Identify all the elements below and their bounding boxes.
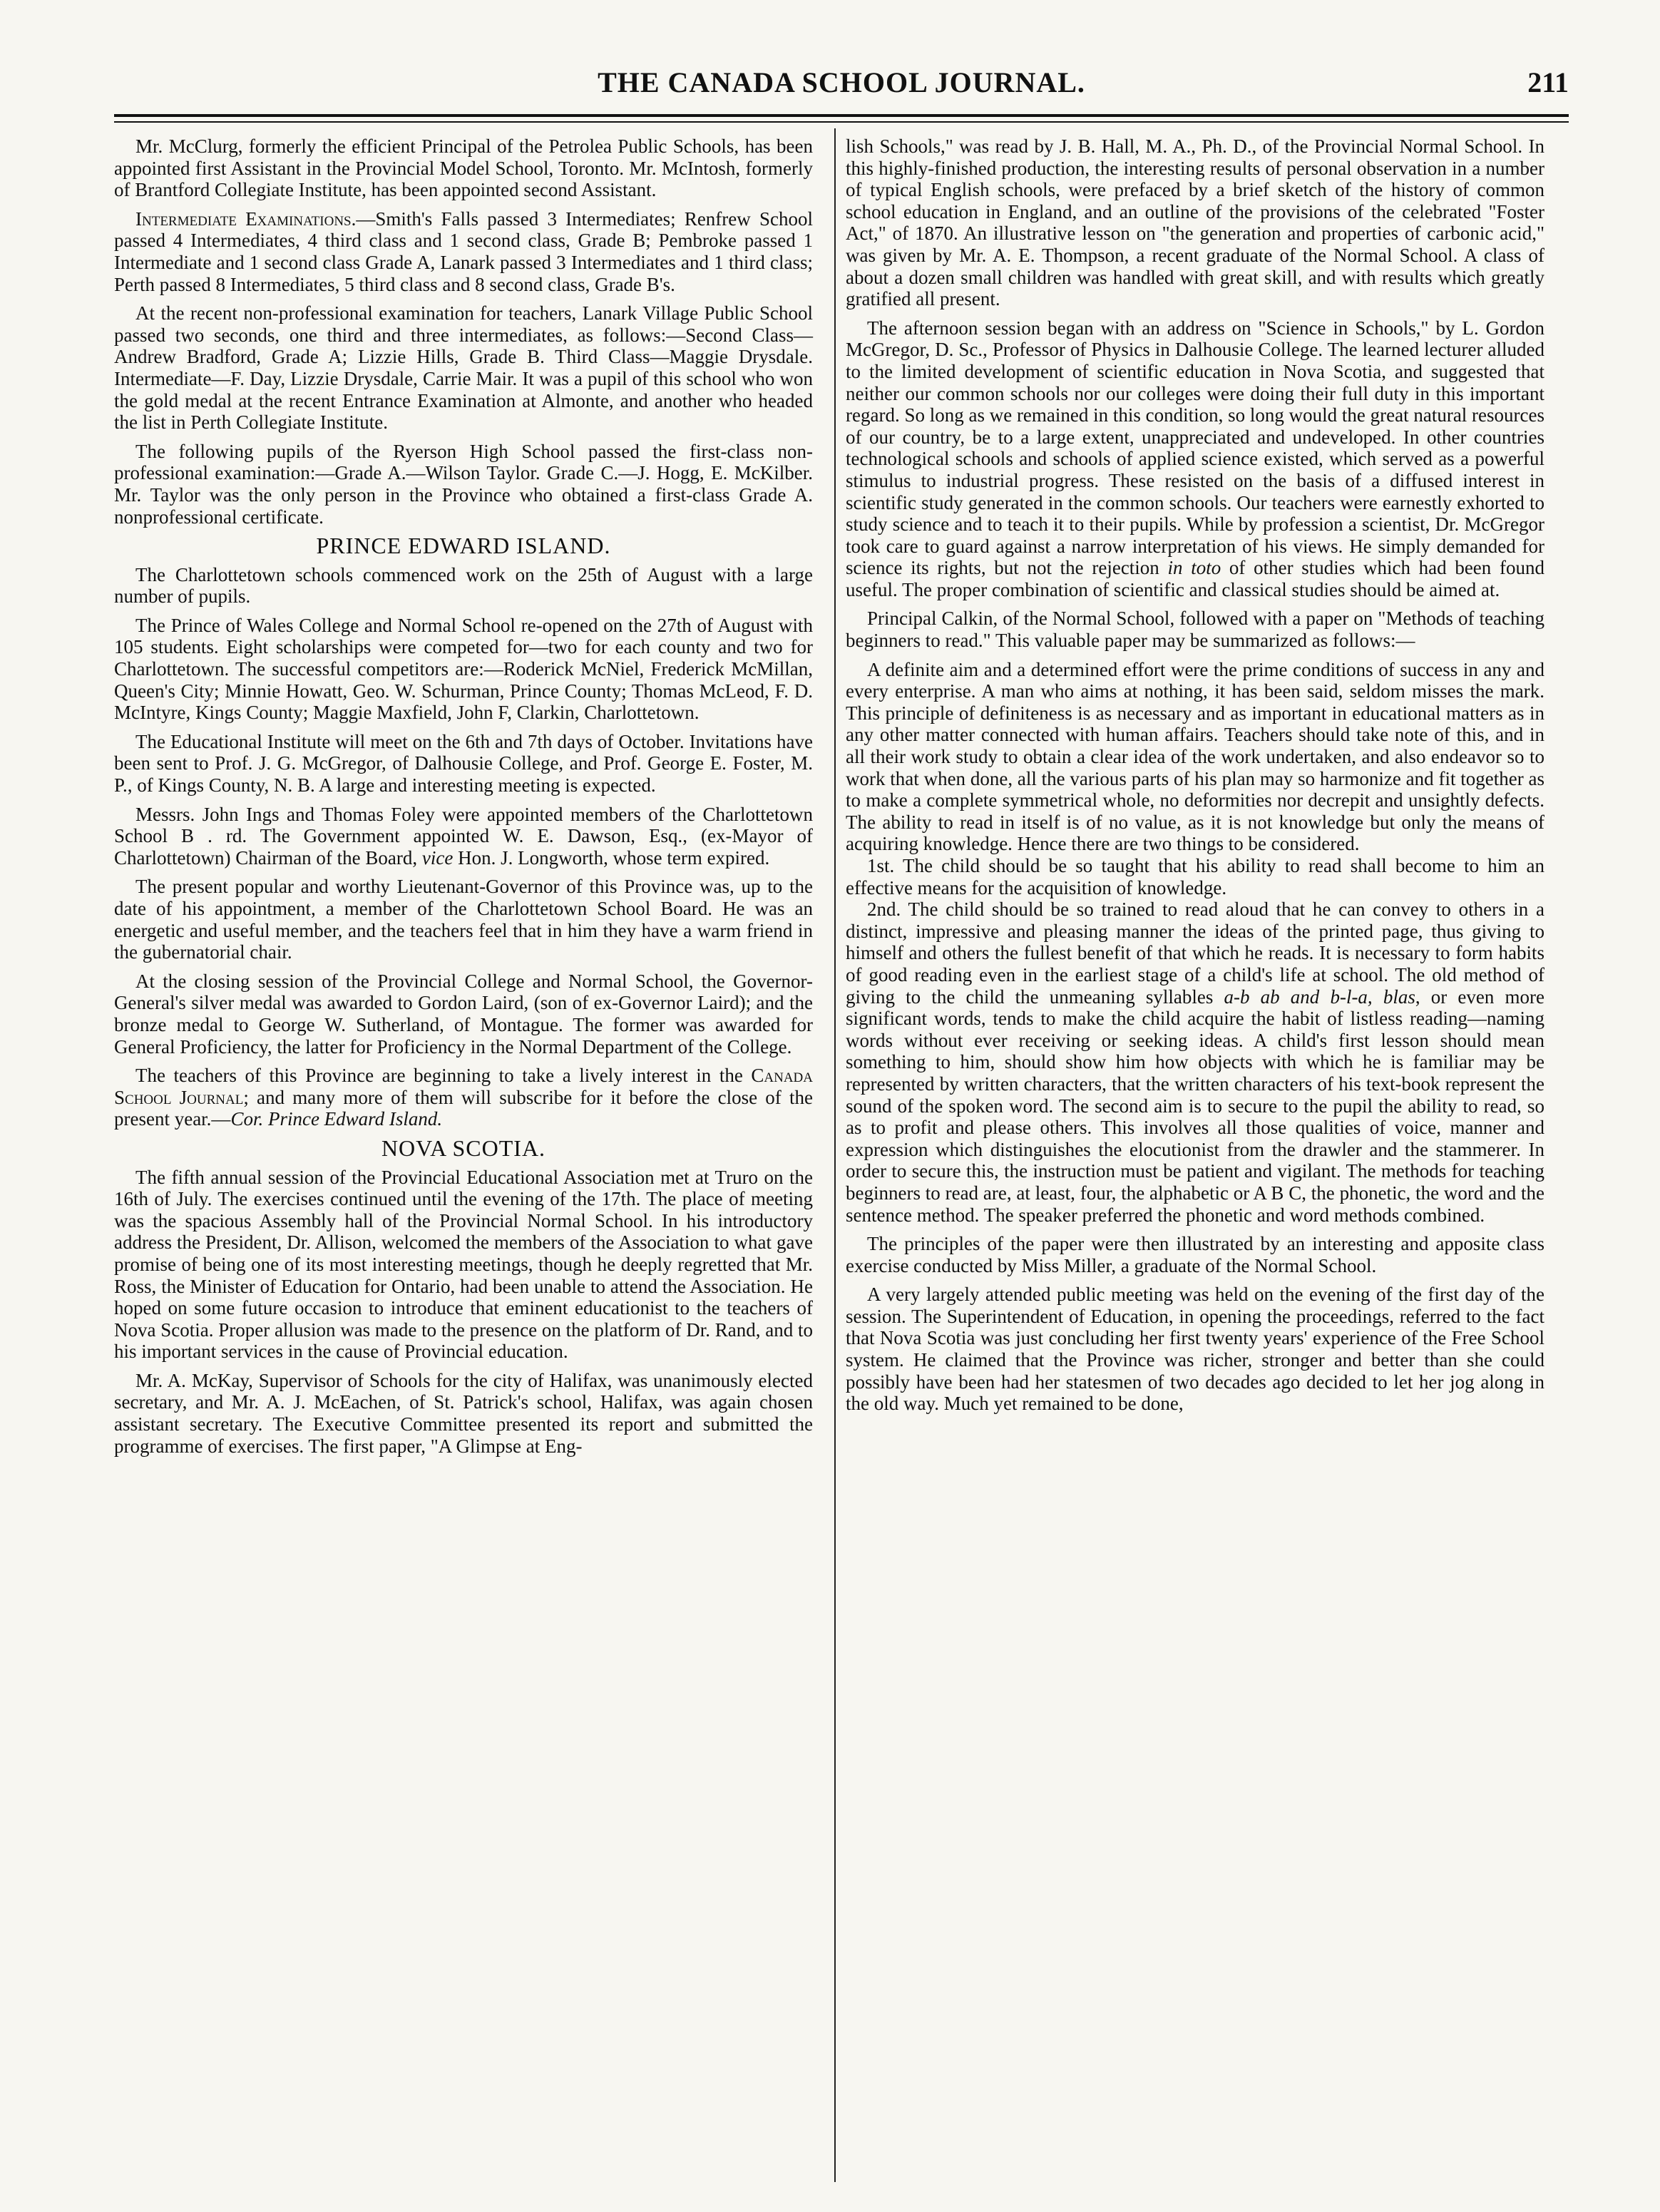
italic-syllables: a-b ab and b-l-a, blas — [1224, 985, 1415, 1008]
italic-word: vice — [421, 846, 454, 869]
paragraph-text: , or even more significant words, tends to make the child acquire the habit of listless reading—naming words without ever receiving or seeking ideas. A child's first lesson should mean something to him, should show him how objects with which he is familiar may be represented by written characters, that the written characters of his text-book represent the sound of the spoken word. The second aim is to secure to the pupil the ability to read, so as to profit and please others. This involves all those qualities of voice, manner and expression which distinguishes the elocutionist from the drawler and the stammerer. In order to secure this, the instruction must be patient and vigilant. The methods for teaching beginners to read are, at least, four, the alphabetic or A B C, the phonetic, the word and the sentence method. The speaker preferred the phonetic and word methods combined. — [846, 985, 1545, 1226]
paragraph-text: of other studies which had been found useful. The proper combination of scientific and classical studies should be aimed at. — [846, 557, 1544, 600]
paragraph — [114, 1065, 813, 1130]
paragraph: lish Schools," was read by J. B. Hall, M. A., Ph. D., of the Provincial Normal School. In this highly-finished production, the interesting results of personal observation in a number of typical English schools, were prefaced by a brief sketch of the history of common school education in England, and an outline of the provisions of the celebrated "Foster Act," of 1870. An illustrative lesson on "the generation and properties of carbonic acid," was given by Mr. A. E. Thompson, a recent graduate of the Normal School. A class of about a dozen small children was handled with great skill, and with results which greatly gratified all present. — [846, 135, 1544, 310]
left-column — [114, 135, 813, 1464]
paragraph: The Charlottetown schools commenced work on the 25th of August with a large number of pupils. — [114, 563, 813, 608]
paragraph: Principal Calkin, of the Normal School, followed with a paper on "Methods of teaching beginners to read." This valuable paper may be summarized as follows:— — [846, 608, 1544, 652]
column-divider — [834, 128, 836, 2182]
paragraph: The principles of the paper were then illustrated by an interesting and apposite class exercise conducted by Miss Miller, a graduate of the Normal School. — [846, 1233, 1544, 1276]
paragraph-text: Messrs. John Ings and Thomas Foley were appointed members of the Charlottetown School B . rd. The Government appointed W. E. Dawson, Esq., (ex-Mayor of Charlottetown) Chairman of the Board, — [114, 803, 813, 869]
header-rule-thin — [114, 121, 1569, 123]
section-lead: Intermediate Examinations. — [135, 208, 357, 230]
paragraph-text: —Smith's Falls passed 3 Intermediates; Renfrew School passed 4 Intermediates, 4 third class and 1 second class, Grade B; Pembroke passed 1 Intermediate and 1 second class Grade A, Lanark passed 3 Intermediates and 1 third class; Perth passed 8 Intermediates, 5 third class and 8 second class, Grade B's. — [114, 208, 813, 295]
page-header — [114, 63, 1569, 103]
paragraph: Mr. McClurg, formerly the efficient Principal of the Petrolea Public Schools, has been appointed first Assistant in the Provincial Model School, Toronto. Mr. McIntosh, formerly of Brantford Collegiate Institute, has been appointed second Assistant. — [114, 135, 813, 201]
right-column — [846, 135, 1544, 1422]
journal-name: Canada School Journal — [114, 1065, 813, 1108]
page-number: 211 — [1527, 66, 1569, 98]
section-heading-pei: PRINCE EDWARD ISLAND. — [316, 533, 611, 559]
paragraph-text: The afternoon session began with an address on "Science in Schools," by L. Gordon McGregor, D. Sc., Professor of Physics in Dalhousie College. The learned lecturer alluded to the limited development of scientific education in Nova Scotia, and suggested that neither our common schools nor our colleges were doing their full duty in this important regard. So long as we remained in this condition, so long would the great natural resources of our country, be to a large extent, unappreciated and undeveloped. In other countries technological schools and schools of applied science existed, which served as a powerful stimulus to industrial progress. These resisted on the basis of a diffused interest in scientific study generated in the common schools. Our teachers were earnestly exhorted to study science and to teach it to their pupils. While by profession a scientist, Dr. McGregor took care to guard against a narrow interpretation of his views. He simply demanded for science its rights, but not the rejection — [846, 317, 1545, 579]
paragraph — [846, 317, 1544, 601]
header-rule-thick — [114, 114, 1569, 117]
paragraph: Mr. A. McKay, Supervisor of Schools for the city of Halifax, was unanimously elected secretary, and Mr. A. J. McEachen, of St. Patrick's school, Halifax, was again chosen assistant secretary. The Executive Committee presented its report and submitted the programme of exercises. The first paper, "A Glimpse at Eng- — [114, 1369, 813, 1457]
paragraph: The fifth annual session of the Provincial Educational Association met at Truro on the 16th of July. The exercises continued until the evening of the 17th. The place of meeting was the spacious Assembly hall of the Provincial Normal School. In his introductory address the President, Dr. Allison, welcomed the members of the Association to what gave promise of being one of its most interesting meetings, though he deeply regretted that Mr. Ross, the Minister of Education for Ontario, had been unable to attend the Association. He hoped on some future occasion to introduce that eminent educationist to the teachers of Nova Scotia. Proper allusion was made to the presence on the platform of Dr. Rand, and to his important services in the cause of Provincial education. — [114, 1166, 814, 1363]
italic-phrase: in toto — [1167, 557, 1221, 579]
paragraph: The following pupils of the Ryerson High School passed the first-class non-professional examination:—Grade A.—Wilson Taylor. Grade C.—J. Hogg, E. McKilber. Mr. Taylor was the only person in the Province who obtained a first-class Grade A. nonprofessional certificate. — [114, 440, 813, 528]
section-heading-nova-scotia: NOVA SCOTIA. — [381, 1135, 546, 1161]
paragraph — [114, 804, 813, 869]
paragraph: At the closing session of the Provincial College and Normal School, the Governor-General's silver medal was awarded to Gordon Laird, (son of ex-Governor Laird); and the bronze medal to George W. Sutherland, of Montague. The former was awarded for General Proficiency, the latter for Proficiency in the Normal Department of the College. — [114, 970, 813, 1058]
paragraph: A very largely attended public meeting was held on the evening of the first day of the session. The Superintendent of Education, in opening the proceedings, referred to the fact that Nova Scotia was just concluding her first twenty years' experience of the Free School system. He claimed that the Province was richer, stronger and better than she could possibly have been had her statesmen of two decades ago decided to let her jog along in the old way. Much yet remained to be done, — [846, 1284, 1544, 1415]
paragraph-text: Hon. J. Longworth, whose term expired. — [453, 846, 770, 869]
paragraph: The Educational Institute will meet on the 6th and 7th days of October. Invitations have been sent to Prof. J. G. McGregor, of Dalhousie College, and Prof. George E. Foster, M. P., of Kings County, N. B. A large and interesting meeting is expected. — [114, 730, 813, 797]
paragraph-text: 2nd. The child should be so trained to read aloud that he can convey to others in a distinct, impressive and pleasing manner the ideas of the printed page, thus giving to himself and others the fullest benefit of that which he reads. It is necessary to form habits of good reading even in the earliest stage of a child's life at school. The old method of giving to the child the unmeaning syllables — [846, 898, 1544, 1008]
paragraph — [114, 208, 813, 295]
correspondent-signature: Cor. Prince Edward Island. — [230, 1108, 443, 1130]
paragraph — [846, 898, 1544, 1226]
paragraph: A definite aim and a determined effort were the prime conditions of success in any and every enterprise. A man who aims at nothing, it has been said, seldom misses the mark. This principle of definiteness is as necessary and as important in educational matters as in any other matter connected with human affairs. Teachers should take note of this, and in all their work study to obtain a clear idea of the work undertaken, and also endeavor so to work that when done, all the various parts of his plan may so harmonize and fit together as to make a complete symmetrical whole, no deformities nor decrepit and unsightly defects. The ability to read in itself is of no value, as it is not knowledge but only the means of acquiring knowledge. Hence there are two things to be considered. — [846, 658, 1544, 855]
paragraph: 1st. The child should be so taught that his ability to read shall become to him an effective means for the acquisition of knowledge. — [846, 855, 1544, 898]
paragraph-text: ; and many more of them will subscribe for it before the close of the present year.— — [114, 1086, 813, 1130]
paragraph: At the recent non-professional examination for teachers, Lanark Village Public School passed two seconds, one third and three intermediates, as follows:—Second Class—Andrew Bradford, Grade A; Lizzie Hills, Grade B. Third Class—Maggie Drysdale. Intermediate—F. Day, Lizzie Drysdale, Carrie Mair. It was a pupil of this school who won the gold medal at the recent Entrance Examination at Almonte, and another who headed the list in Perth Collegiate Institute. — [114, 302, 813, 434]
paragraph-text: The teachers of this Province are beginning to take a lively interest in the — [135, 1065, 752, 1087]
paragraph: The present popular and worthy Lieutenant-Governor of this Province was, up to the date of his appointment, a member of the Charlottetown School Board. He was an energetic and useful member, and the teachers feel that in him they have a warm friend in the gubernatorial chair. — [114, 876, 813, 963]
paragraph: The Prince of Wales College and Normal School re-opened on the 27th of August with 105 students. Eight scholarships were competed for—two for each county and two for Charlottetown. The successful competitors are:—Roderick McNiel, Frederick McMillan, Queen's City; Minnie Howatt, Geo. W. Schurman, Prince County; Thomas McLeod, F. D. McIntyre, Kings County; Maggie Maxfield, John F, Clarkin, Charlottetown. — [114, 614, 813, 724]
journal-title: THE CANADA SCHOOL JOURNAL. — [598, 66, 1085, 98]
